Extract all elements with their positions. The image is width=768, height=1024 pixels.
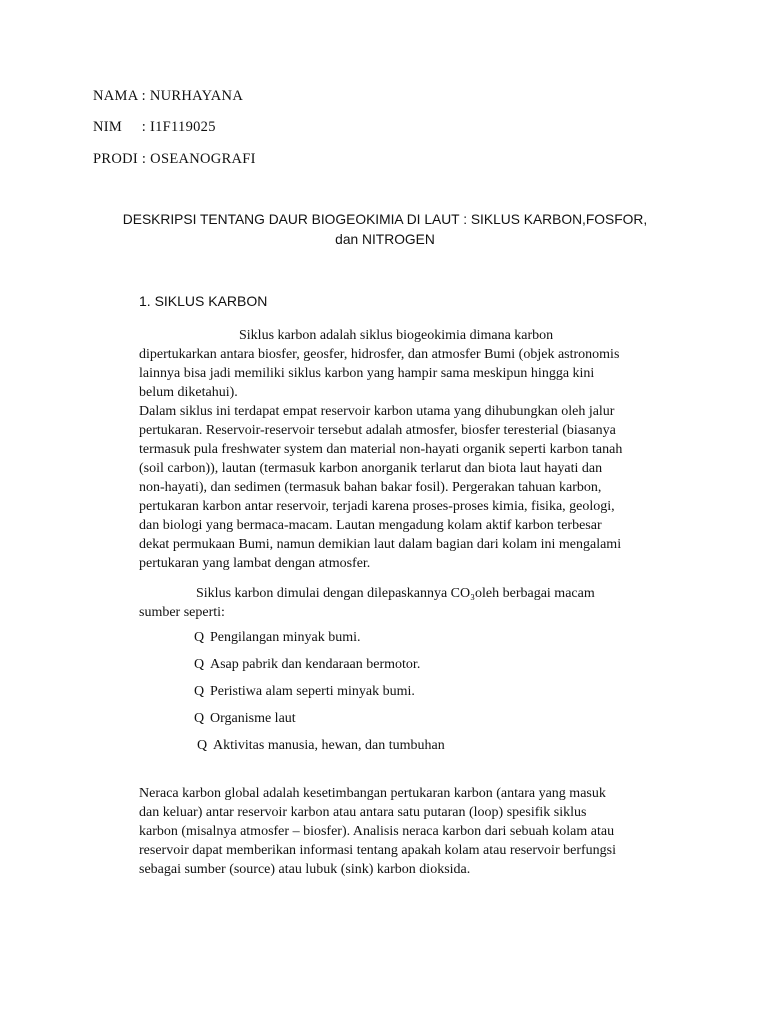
paragraph-line: reservoir dapat memberikan informasi tentang apakah kolam atau reservoir berfungsi — [139, 843, 616, 858]
title-line-1: DESKRIPSI TENTANG DAUR BIOGEOKIMIA DI LAUT : SIKLUS KARBON,FOSFOR, — [122, 212, 648, 227]
paragraph-reservoirs — [139, 402, 679, 573]
bullet-marker-icon: Q — [194, 657, 205, 672]
paragraph-line: pertukaran yang lambat dengan atmosfer. — [139, 556, 371, 571]
student-prodi: PRODI : OSEANOGRAFI — [93, 151, 256, 167]
paragraph-carbon-balance — [139, 784, 679, 879]
list-item-text: Organisme laut — [210, 711, 296, 726]
paragraph-line: non-hayati), dan sedimen (termasuk bahan bakar fosil). Pergerakan tahuan karbon, — [139, 480, 602, 495]
list-item — [194, 630, 360, 646]
paragraph-sources-intro — [139, 584, 679, 622]
paragraph-line: Siklus karbon adalah siklus biogeokimia dimana karbon — [239, 328, 554, 343]
list-item — [194, 684, 415, 700]
paragraph-line: dekat permukaan Bumi, namun demikian laut dalam bagian dari kolam ini mengalami — [139, 537, 622, 552]
paragraph-definition — [139, 326, 679, 402]
list-item — [194, 657, 420, 673]
title-line-2: dan NITROGEN — [335, 232, 435, 247]
list-item — [194, 711, 296, 727]
paragraph-line: dipertukarkan antara biosfer, geosfer, hidrosfer, dan atmosfer Bumi (objek astronomis — [139, 347, 620, 362]
document-title — [80, 210, 690, 250]
paragraph-line: dan keluar) antar reservoir karbon atau antara satu putaran (loop) spesifik siklus — [139, 805, 587, 820]
paragraph-line: termasuk pula freshwater system dan material non-hayati organik seperti karbon tanah — [139, 442, 623, 457]
bullet-marker-icon: Q — [194, 711, 205, 726]
list-item-text: Pengilangan minyak bumi. — [210, 630, 361, 645]
bullet-marker-icon: Q — [197, 738, 208, 753]
paragraph-line: karbon (misalnya atmosfer – biosfer). Analisis neraca karbon dari sebuah kolam atau — [139, 824, 615, 839]
paragraph-line: sumber seperti: — [139, 605, 225, 620]
paragraph-line: (soil carbon)), lautan (termasuk karbon anorganik terlarut dan biota laut hayati dan — [139, 461, 603, 476]
paragraph-line: belum diketahui). — [139, 385, 238, 400]
paragraph-line: pertukaran. Reservoir-reservoir tersebut adalah atmosfer, biosfer teresterial (biasanya — [139, 423, 616, 438]
paragraph-line: lainnya bisa jadi memiliki siklus karbon yang hampir sama meskipun hingga kini — [139, 366, 595, 381]
bullet-marker-icon: Q — [194, 684, 205, 699]
section-heading: 1. SIKLUS KARBON — [139, 293, 268, 309]
list-item — [197, 738, 445, 754]
bullet-marker-icon: Q — [194, 630, 205, 645]
paragraph-line: dan biologi yang bermaca-macam. Lautan mengadung kolam aktif karbon terbesar — [139, 518, 602, 533]
paragraph-line: pertukaran karbon antar reservoir, terjadi karena proses-proses kimia, fisika, geologi, — [139, 499, 615, 514]
paragraph-line: Dalam siklus ini terdapat empat reservoir karbon utama yang dihubungkan oleh jalur — [139, 404, 615, 419]
paragraph-line: Siklus karbon dimulai dengan dilepaskannya CO₃oleh berbagai macam — [196, 586, 595, 601]
list-item-text: Peristiwa alam seperti minyak bumi. — [210, 684, 415, 699]
paragraph-line: sebagai sumber (source) atau lubuk (sink) karbon dioksida. — [139, 862, 471, 877]
student-nim: NIM : I1F119025 — [93, 119, 216, 135]
list-item-text: Asap pabrik dan kendaraan bermotor. — [210, 657, 421, 672]
list-item-text: Aktivitas manusia, hewan, dan tumbuhan — [213, 738, 445, 753]
student-name: NAMA : NURHAYANA — [93, 88, 244, 104]
paragraph-line: Neraca karbon global adalah kesetimbangan pertukaran karbon (antara yang masuk — [139, 786, 606, 801]
